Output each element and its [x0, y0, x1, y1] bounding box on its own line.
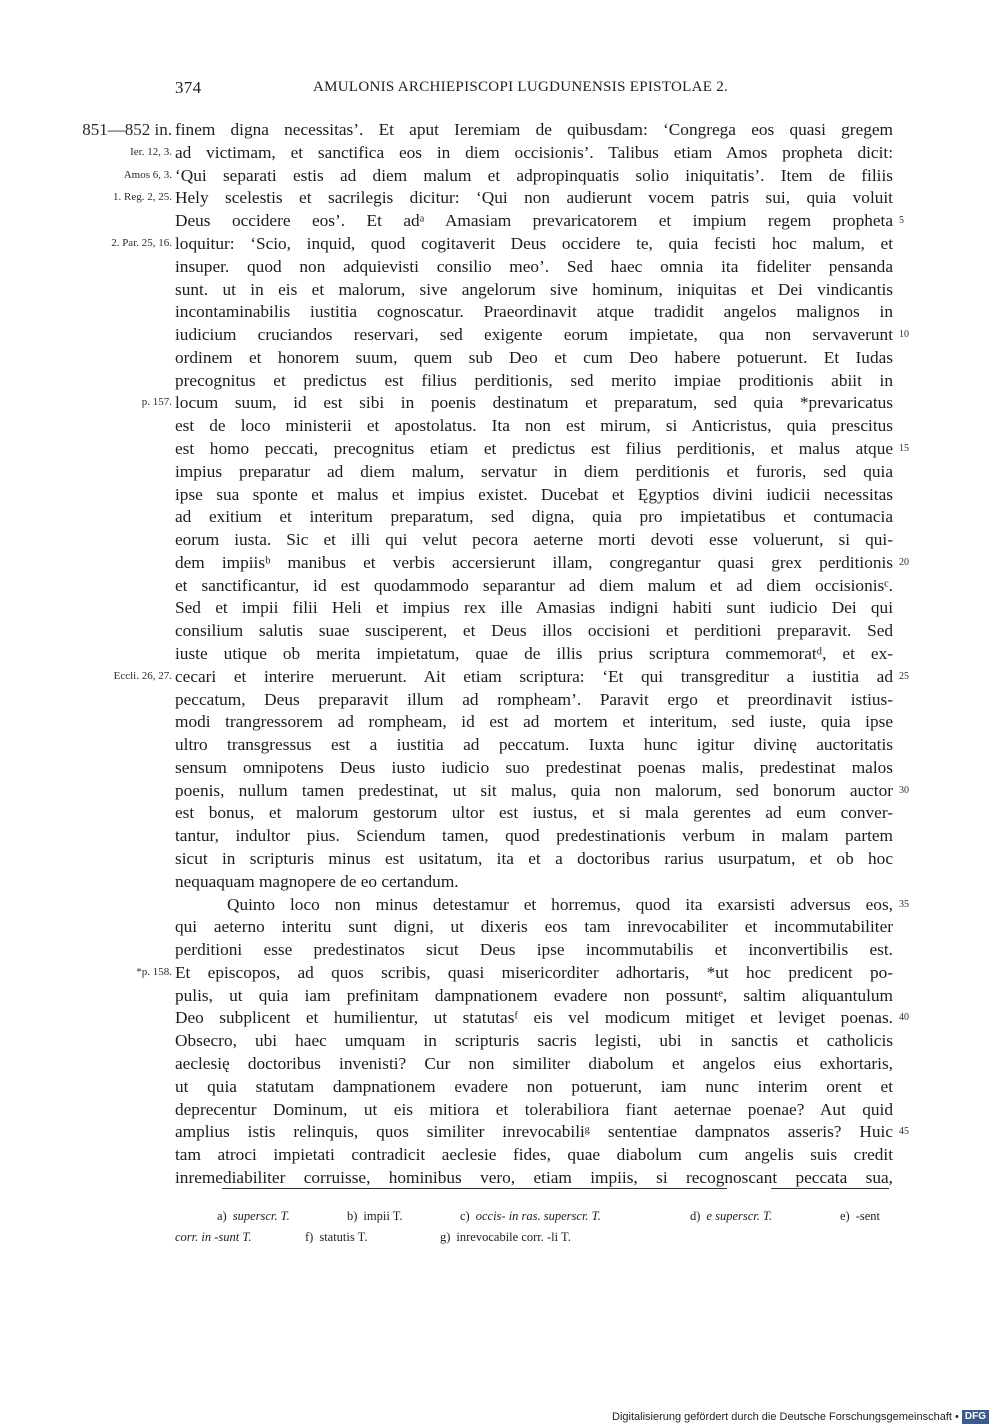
- text-line: sicut in scripturis minus est usitatum, ita et a doctoribus rarius usurpatum, et ob hoc: [175, 849, 893, 868]
- page-number: 374: [175, 78, 202, 97]
- margin-reference: 2. Par. 25, 16.: [111, 236, 172, 249]
- margin-reference: 1. Reg. 2, 25.: [113, 191, 172, 204]
- text-line: tantur, indultor pius. Sciendum tamen, quod predestinationis verbum in malam partem: [175, 826, 893, 846]
- footnote-text: impii T.: [363, 1209, 403, 1223]
- line-number: 25: [899, 670, 909, 682]
- footer-text: Digitalisierung gefördert durch die Deutsche Forschungsgemeinschaft •: [612, 1411, 959, 1423]
- text-line: ultro transgressus est a iustitia ad peccatum. Iuxta hunc igitur divinę auctoritatis: [175, 735, 893, 755]
- text-line: qui aeterno interitu sunt digni, ut dixeris eos tam inrevocabiliter et incommutabiliter: [175, 917, 893, 937]
- footnote-marker: a): [217, 1209, 227, 1223]
- text-line: iuste utique ob merita impietatum, quae de illis prius scriptura commemoratᵈ, et ex-: [175, 643, 893, 663]
- text-line: sunt. ut in eis et malorum, sive angelorum sive hominum, iniquitas et Dei vindicantis: [175, 279, 893, 299]
- footnote: [460, 1206, 601, 1226]
- text-line: pulis, ut quia iam prefinitam dampnationem evadere non possuntᵉ, saltim aliquantulum: [175, 985, 893, 1005]
- footnote-marker: e): [840, 1209, 850, 1223]
- text-line: modi trangressorem ad rompheam, id est ad mortem et interitum, sed iuste, quia ipse: [175, 712, 893, 732]
- text-line: Sed et impii filii Heli et impius rex ille Amasias indigni habiti sunt iudicio Dei qui: [175, 598, 893, 618]
- line-number: 20: [899, 556, 909, 568]
- text-line: loquitur: ‘Scio, inquid, quod cogitaverit Deus occidere te, quia fecisti hoc malum, et: [175, 233, 893, 253]
- dfg-logo: DFG: [962, 1410, 989, 1424]
- footnote-rule-short: [771, 1188, 889, 1189]
- footnote: [217, 1206, 290, 1226]
- text-line: ‘Qui separati estis ad diem malum et adpropinquatis solio iniquitatis’. Item de filiis: [175, 165, 893, 185]
- text-line: poenis, nullum tamen predestinat, ut sit malus, quia non malorum, sed bonorum auctor: [175, 780, 893, 800]
- text-line: peccatum, Deus preparavit illum ad rompheam’. Paravit ergo et preordinavit istius-: [175, 689, 893, 709]
- text-line: aeclesię doctoribus invenisti? Cur non similiter diabolum et angelos eius exhortaris,: [175, 1054, 893, 1073]
- text-line: eorum iusta. Sic et illi qui velut pecora aeterne morti devoti esse voluerunt, si qui-: [175, 530, 893, 549]
- text-line: consilium salutis suae susciperent, et Deus illos occisioni et perditioni preparavit. Sed: [175, 621, 893, 641]
- footnote: [840, 1206, 880, 1226]
- footnote-text: corr. in -sunt T.: [175, 1230, 252, 1244]
- text-line: cecari et interire meruerunt. Ait etiam scriptura: ‘Et qui transgreditur a iustitia ad: [175, 666, 893, 686]
- margin-reference: 851—852 in.: [82, 120, 172, 139]
- footnote-text: statutis T.: [319, 1230, 368, 1244]
- margin-reference: Amos 6, 3.: [123, 168, 172, 181]
- line-number: 5: [899, 215, 904, 227]
- footnotes-line-1: [175, 1206, 895, 1226]
- margin-reference: p. 157.: [141, 396, 172, 409]
- footnote: [690, 1206, 772, 1226]
- footnote-marker: d): [690, 1209, 701, 1223]
- text-line: tam atroci impietati contradicit aeclesie fides, quae diabolum cum angelis suis credit: [175, 1145, 893, 1165]
- margin-reference: Ier. 12, 3.: [130, 145, 172, 158]
- text-line: finem digna necessitas’. Et aput Ieremiam de quibusdam: ‘Congrega eos quasi gregem: [175, 120, 893, 139]
- text-line: locum suum, id est sibi in poenis destinatum et preparatum, sed quia *prevaricatus: [175, 393, 893, 413]
- text-line: ordinem et honorem suum, quem sub Deo et cum Deo habere potuerunt. Et Iudas: [175, 347, 893, 367]
- text-line: Quinto loco non minus detestamur et horremus, quod ita exarsisti adversus eos,: [227, 894, 893, 914]
- text-line: et sanctificantur, id est quodammodo separantur ad diem malum et ad diem occisionisᶜ.: [175, 575, 893, 595]
- footnote-text: e superscr. T.: [706, 1209, 773, 1223]
- text-line: Et episcopos, ad quos scribis, quasi misericorditer adhortaris, *ut hoc predicent po-: [175, 962, 893, 982]
- text-line: deprecentur Dominum, ut eis mitiora et tolerabiliora fiant aeternae poenae? Aut quid: [175, 1099, 893, 1119]
- running-title: AMULONIS ARCHIEPISCOPI LUGDUNENSIS EPISTOLAE 2.: [313, 79, 729, 95]
- line-number: 35: [899, 898, 909, 910]
- text-line: impius preparatur ad diem malum, servatur in diem perditionis et furoris, sed quia: [175, 461, 893, 481]
- footnote-text: superscr. T.: [232, 1209, 290, 1223]
- text-line: amplius istis relinquis, quos similiter inrevocabiliᵍ sententiae dampnatos asseris? Huic: [175, 1122, 893, 1142]
- text-line: ut quia statutam dampnationem evadere non potuerunt, iam nunc interim orent et: [175, 1076, 893, 1096]
- text-line: Obsecro, ubi haec umquam in scripturis sacris legisti, ubi in sanctis et catholicis: [175, 1031, 893, 1051]
- text-line: ad victimam, et sanctifica eos in diem occisionis’. Talibus etiam Amos propheta dicit:: [175, 142, 893, 162]
- text-line: sensum omnipotens Deus iusto iudicio suo predestinat poenas malis, predestinat malos: [175, 757, 893, 777]
- footnote-marker: c): [460, 1209, 470, 1223]
- footnote-text: -sent: [855, 1209, 881, 1223]
- running-head: [175, 78, 895, 100]
- text-line: insuper. quod non adquievisti consilio meo’. Sed haec omnia ita fideliter pensanda: [175, 256, 893, 276]
- footnote-marker: g): [440, 1230, 451, 1244]
- text-line: inremediabiliter corruisse, hominibus vero, etiam impiis, si recognoscant peccata sua,: [175, 1167, 893, 1187]
- footnote: [175, 1227, 252, 1247]
- text-line: ipse sua sponte et malus et impius existet. Ducebat et Ęgyptios divini iudicii necessitas: [175, 484, 893, 504]
- text-line: perditioni esse predestinatos sicut Deus ipse incommutabilis et inconvertibilis est.: [175, 940, 893, 960]
- text-line: est bonus, et malorum gestorum ultor est iustus, et si mala gerentes ad eum conver-: [175, 803, 893, 823]
- text-line: ad exitium et interitum preparatum, sed digna, quia pro impietatibus et contumacia: [175, 507, 893, 527]
- footnote: [440, 1227, 571, 1247]
- text-line: Deus occidere eos’. Et adᵃ Amasiam prevaricatorem et impium regem propheta: [175, 211, 893, 231]
- text-line: nequaquam magnopere de eo certandum.: [175, 871, 459, 891]
- text-line: Hely scelestis et sacrilegis dicitur: ‘Qui non audierunt vocem patris sui, quia voluit: [175, 188, 893, 208]
- footnote-marker: b): [347, 1209, 358, 1223]
- text-line: Deo subplicent et humilientur, ut statutasᶠ eis vel modicum mitiget et leviget poenas.: [175, 1008, 893, 1028]
- footnote-rule: [222, 1188, 727, 1189]
- line-number: 40: [899, 1012, 909, 1024]
- line-number: 15: [899, 442, 909, 454]
- text-line: precognitus et predictus est filius perditionis, sed merito impiae proditionis abiit in: [175, 370, 893, 390]
- line-number: 45: [899, 1126, 909, 1138]
- footnote: [305, 1227, 367, 1247]
- footnotes-line-2: [175, 1227, 895, 1247]
- text-line: dem impiisᵇ manibus et verbis accersierunt illam, congregantur quasi grex perditionis: [175, 552, 893, 572]
- text-line: est homo peccati, precognitus etiam et predictus est filius perditionis, et malus atque: [175, 438, 893, 458]
- text-line: est de loco ministerii et apostolatus. Ita non est mirum, si Anticristus, quia prescitus: [175, 416, 893, 436]
- margin-reference: *p. 158.: [136, 965, 172, 978]
- line-number: 30: [899, 784, 909, 796]
- digitization-credit: [612, 1409, 989, 1425]
- text-line: iudicium cruciandos reservari, sed exigente eorum impietate, qua non servaverunt: [175, 325, 893, 344]
- footnote: [347, 1206, 403, 1226]
- line-number: 10: [899, 329, 909, 340]
- margin-reference: Eccli. 26, 27.: [113, 669, 172, 682]
- footnote-text: occis- in ras. superscr. T.: [475, 1209, 601, 1223]
- footnote-text: inrevocabile corr. -li T.: [456, 1230, 571, 1244]
- footnote-marker: f): [305, 1230, 314, 1244]
- text-line: incontaminabilis iustitia cognoscatur. Praeordinavit atque tradidit angelos malignos in: [175, 302, 893, 322]
